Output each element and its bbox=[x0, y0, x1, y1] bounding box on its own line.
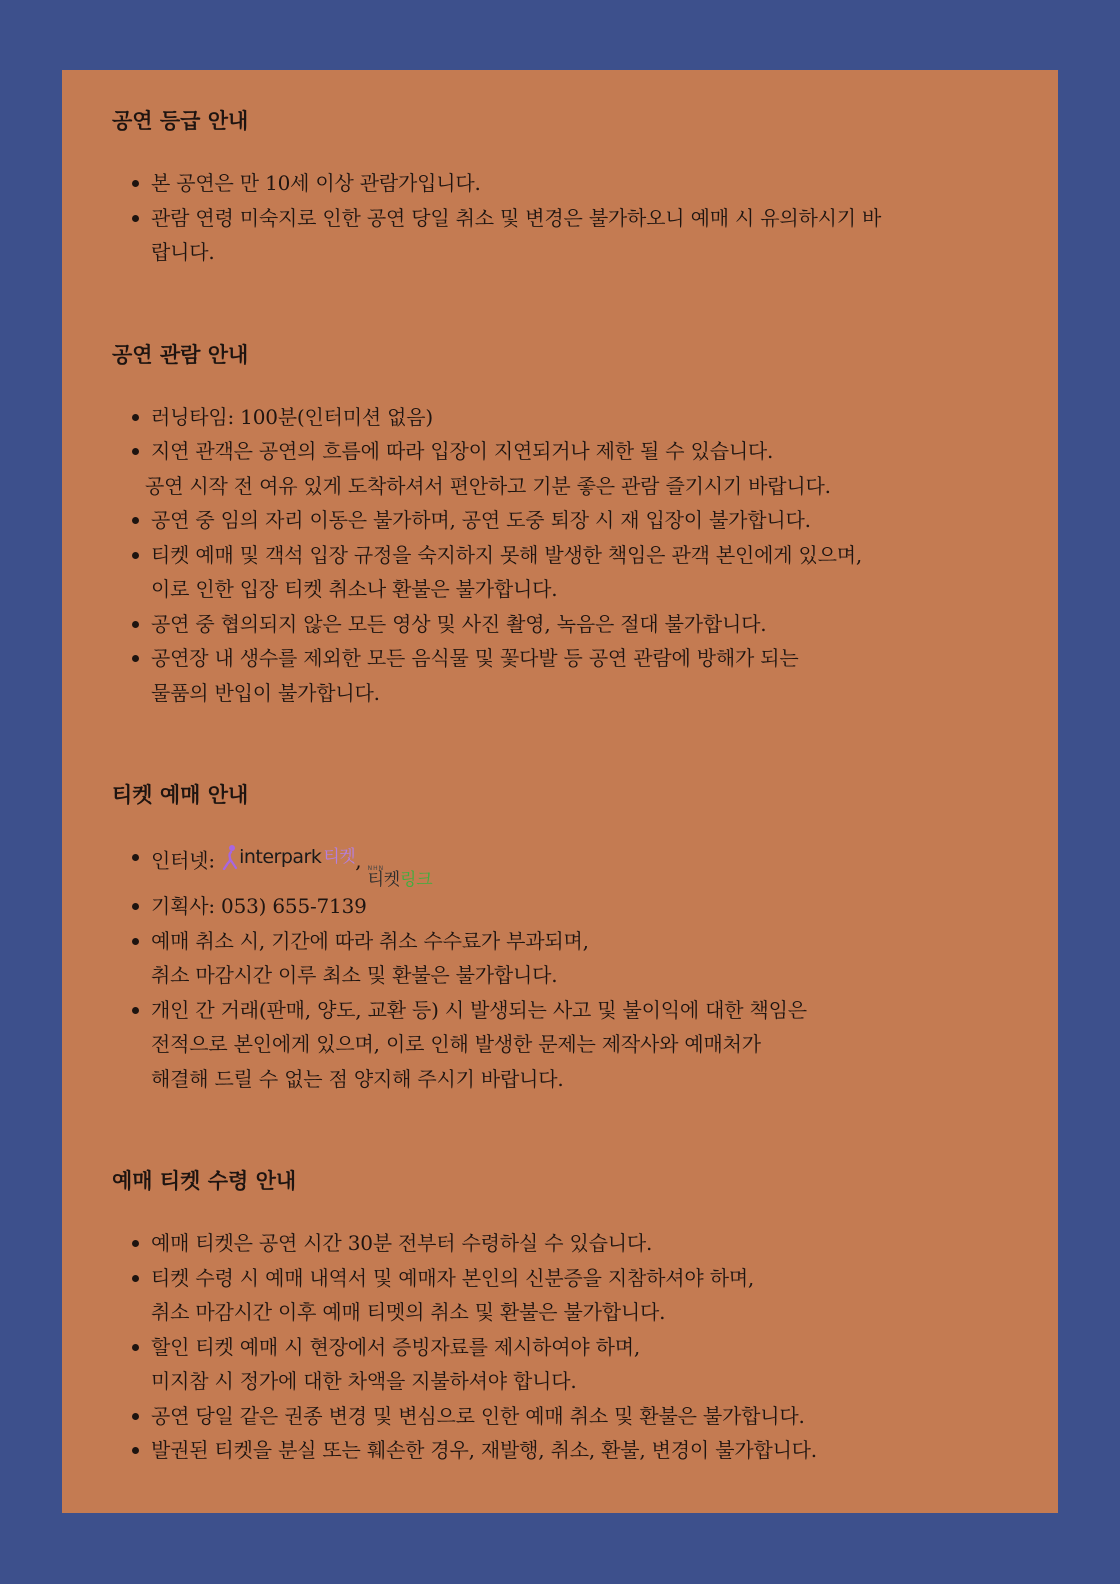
ticketlink-link[interactable] bbox=[368, 866, 433, 889]
item-line: 전적으로 본인에게 있으며, 이로 인해 발생한 문제는 제작사와 예매처가 bbox=[151, 1032, 761, 1057]
list-item bbox=[112, 1261, 1008, 1330]
booking-list bbox=[112, 840, 1008, 1096]
list-item bbox=[112, 641, 1008, 710]
section-title: 티켓 예매 안내 bbox=[112, 783, 249, 807]
item-line: 예매 취소 시, 기간에 따라 취소 수수료가 부과되며, bbox=[151, 928, 589, 953]
list-item bbox=[112, 924, 1008, 993]
item-line: 공연 시작 전 여유 있게 도착하셔서 편안하고 기분 좋은 관람 즐기시기 바랍니다. bbox=[145, 473, 831, 498]
ticketlink-logo-part1: 티켓 bbox=[367, 870, 401, 891]
section-title: 예매 티켓 수령 안내 bbox=[112, 1169, 297, 1194]
item-line: 기획사: 053) 655-7139 bbox=[151, 894, 367, 919]
list-item bbox=[112, 1330, 1008, 1399]
list-item bbox=[112, 538, 1008, 607]
viewing-list bbox=[112, 400, 1008, 711]
item-line: 본 공연은 만 10세 이상 관람가입니다. bbox=[151, 171, 481, 195]
notice-panel bbox=[62, 70, 1058, 1513]
item-line: 공연 당일 같은 권종 변경 및 변심으로 인한 예매 취소 및 환불은 불가합니다. bbox=[151, 1403, 805, 1428]
list-item bbox=[112, 993, 1008, 1097]
item-line: 물품의 반입이 불가합니다. bbox=[151, 680, 380, 705]
item-line: 공연장 내 생수를 제외한 모든 음식물 및 꽃다발 등 공연 관람에 방해가 되는 bbox=[151, 646, 799, 670]
item-line bbox=[151, 840, 1008, 889]
item-line: 공연 중 임의 자리 이동은 불가하며, 공연 도중 퇴장 시 재 입장이 불가합니다. bbox=[151, 508, 811, 532]
section-viewing bbox=[112, 340, 1008, 711]
item-line: 예매 티켓은 공연 시간 30분 전부터 수령하실 수 있습니다. bbox=[151, 1231, 653, 1256]
ticketlink-logo-part2: 링크 bbox=[400, 870, 433, 891]
interpark-figure-icon bbox=[221, 844, 239, 870]
interpark-ticket-link[interactable] bbox=[221, 840, 355, 875]
list-item bbox=[112, 607, 1008, 642]
list-item bbox=[112, 889, 1008, 924]
item-line: 발권된 티켓을 분실 또는 훼손한 경우, 재발행, 취소, 환불, 변경이 불가합니다. bbox=[151, 1438, 817, 1463]
list-item bbox=[112, 400, 1008, 435]
list-item bbox=[112, 434, 1008, 503]
rating-list bbox=[112, 166, 1008, 270]
item-line: 취소 마감시간 이루 최소 및 환불은 불가합니다. bbox=[151, 963, 558, 988]
list-item bbox=[112, 201, 1008, 270]
item-line: 관람 연령 미숙지로 인한 공연 당일 취소 및 변경은 불가하오니 예매 시 유의하시기 바 bbox=[151, 205, 882, 230]
list-item bbox=[112, 1226, 1008, 1261]
item-line: 러닝타임: 100분(인터미션 없음) bbox=[151, 404, 433, 429]
list-item bbox=[112, 503, 1008, 538]
item-line: 이로 인한 입장 티켓 취소나 환불은 불가합니다. bbox=[151, 577, 558, 601]
list-item bbox=[112, 1433, 1008, 1468]
item-line: 해결해 드릴 수 없는 점 양지해 주시기 바랍니다. bbox=[151, 1066, 564, 1091]
item-line: 미지참 시 정가에 대한 차액을 지불하셔야 합니다. bbox=[151, 1369, 577, 1394]
section-title: 공연 관람 안내 bbox=[112, 342, 249, 367]
interpark-logo-text: interpark bbox=[239, 846, 322, 868]
item-line: 랍니다. bbox=[151, 240, 215, 264]
item-line: 개인 간 거래(판매, 양도, 교환 등) 시 발생되는 사고 및 불이익에 대한 책임은 bbox=[151, 997, 807, 1022]
interpark-logo-suffix: 티켓 bbox=[323, 847, 356, 867]
ticketlink-logo-top: NHN bbox=[367, 865, 385, 873]
list-item bbox=[112, 1399, 1008, 1434]
item-line: 지연 관객은 공연의 흐름에 따라 입장이 지연되거나 제한 될 수 있습니다. bbox=[151, 439, 774, 463]
pickup-list bbox=[112, 1226, 1008, 1468]
item-line: 공연 중 협의되지 않은 모든 영상 및 사진 촬영, 녹음은 절대 불가합니다. bbox=[151, 611, 767, 636]
list-item bbox=[112, 166, 1008, 201]
section-booking bbox=[112, 780, 1008, 1096]
item-line: 티켓 수령 시 예매 내역서 및 예매자 본인의 신분증을 지참하셔야 하며, bbox=[151, 1265, 755, 1290]
section-rating bbox=[112, 106, 1008, 270]
section-pickup bbox=[112, 1166, 1008, 1468]
logo-separator: , bbox=[355, 848, 362, 873]
item-line: 취소 마감시간 이후 예매 티멧의 취소 및 환불은 불가합니다. bbox=[151, 1300, 666, 1325]
section-title: 공연 등급 안내 bbox=[112, 109, 249, 133]
item-line: 티켓 예매 및 객석 입장 규정을 숙지하지 못해 발생한 책임은 관객 본인에게 있으며, bbox=[151, 542, 863, 567]
list-item bbox=[112, 840, 1008, 889]
item-line: 할인 티켓 예매 시 현장에서 증빙자료를 제시하여야 하며, bbox=[151, 1334, 641, 1359]
internet-label: 인터넷: bbox=[151, 848, 215, 873]
